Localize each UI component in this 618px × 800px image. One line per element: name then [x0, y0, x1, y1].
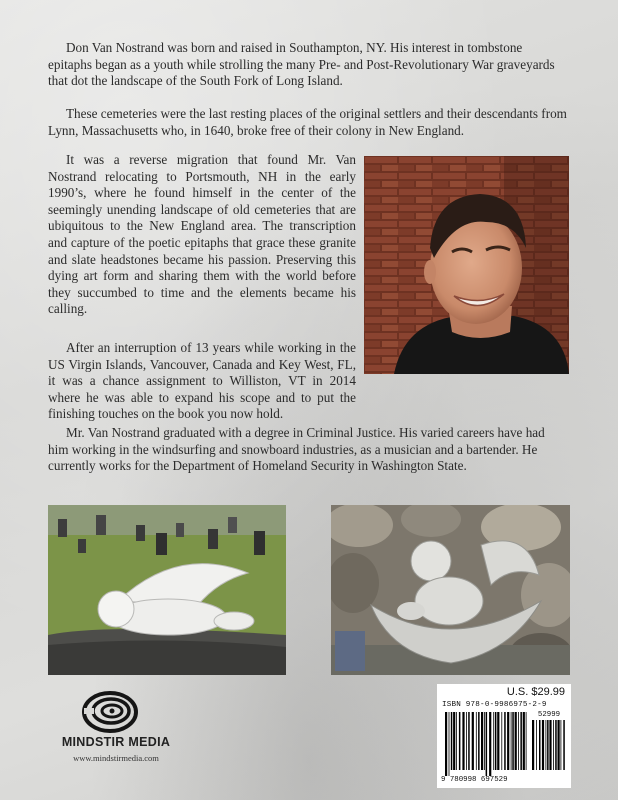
price-label: U.S. $29.99: [506, 686, 565, 698]
cherub-statue-photo: [331, 505, 570, 675]
addon-code: 52999: [537, 711, 561, 719]
publisher-logo: [56, 690, 176, 770]
bio-paragraph-1: Don Van Nostrand was born and raised in Southampton, NY. His interest in tombstone epitaphs began as a youth while strolling the many Pre- and Post-Revolutionary War graveyards that dot the landscape of the South Fork of Long Island.: [48, 40, 555, 89]
bio-paragraph-3: It was a reverse migration that found Mr. Van Nostrand relocating to Portsmouth, NH in the early 1990’s, where he found himself in the center of the seemingly unending landscape of old cemeteries that are ubiquitous to the New England area. The transcription and capture of the poetic epitaphs that grace these granite and slate headstones became his passion. Preserving this dying art form and sharing them with the world before they succumbed to time and the elements became his calling.: [48, 152, 356, 317]
author-photo: [364, 156, 569, 374]
isbn-number: ISBN 978-0-9986975-2-9: [442, 701, 547, 709]
swirl-logo-icon: [82, 690, 138, 734]
bio-paragraph-4: After an interruption of 13 years while working in the US Virgin Islands, Vancouver, Canada and Key West, FL, it was a chance assignment to Williston, VT in 2014 where he was able to expand his scope and to put the finishing touches on the book you now hold.: [48, 340, 356, 422]
addon-barcode-bars: [532, 720, 566, 776]
bio-paragraph-2: These cemeteries were the last resting places of the original settlers and their descendants from Lynn, Massachusetts who, in 1640, broke free of their colony in New England.: [48, 106, 567, 138]
publisher-name: MINDSTIR MEDIA: [61, 735, 171, 749]
isbn-barcode: [437, 684, 571, 788]
publisher-url: www.mindstirmedia.com: [73, 753, 159, 763]
ean-barcode-bars: [445, 712, 527, 776]
bio-paragraph-5: Mr. Van Nostrand graduated with a degree in Criminal Justice. His varied careers have had him working in the windsurfing and snowboard industries, as a musician and a bartender. He currently works for the Department of Homeland Security in Washington State.: [48, 425, 545, 474]
ean-number: 9 780998 697529: [441, 776, 508, 784]
cemetery-angel-photo: [48, 505, 286, 675]
